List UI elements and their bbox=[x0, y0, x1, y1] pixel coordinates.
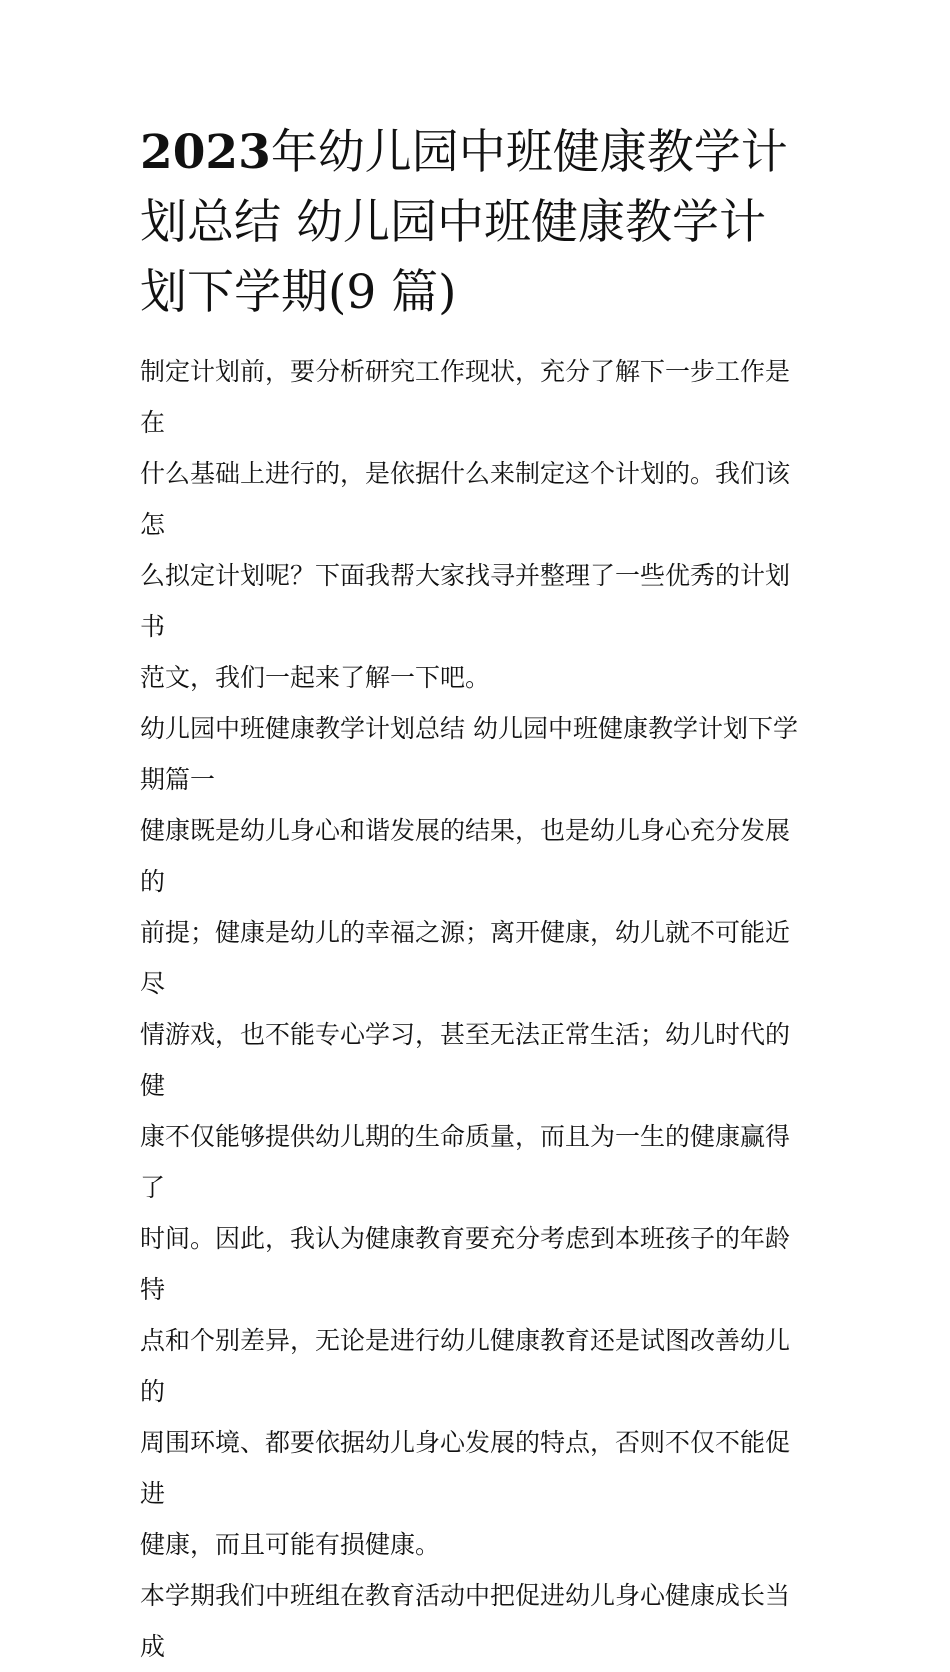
intro-line: 么拟定计划呢？下面我帮大家找寻并整理了一些优秀的计划书 bbox=[140, 561, 791, 641]
paragraph-line: 周围环境、都要依据幼儿身心发展的特点，否则不仅不能促进 bbox=[140, 1428, 791, 1508]
paragraph-line: 时间。因此，我认为健康教育要充分考虑到本班孩子的年龄特 bbox=[140, 1224, 791, 1304]
intro-line: 什么基础上进行的，是依据什么来制定这个计划的。我们该怎 bbox=[140, 459, 791, 539]
title-year: 2023 bbox=[140, 125, 271, 180]
section-heading-line: 期篇一 bbox=[140, 765, 216, 794]
title-line-2: 划总结 幼儿园中班健康教学计 bbox=[140, 195, 766, 250]
document-page bbox=[140, 118, 812, 1672]
paragraph-line: 健康既是幼儿身心和谐发展的结果，也是幼儿身心充分发展的 bbox=[140, 816, 791, 896]
title-line-1-text: 年幼儿园中班健康教学计 bbox=[270, 125, 788, 180]
document-title bbox=[140, 118, 812, 328]
intro-line: 制定计划前，要分析研究工作现状，充分了解下一步工作是在 bbox=[140, 357, 791, 437]
intro-line: 范文，我们一起来了解一下吧。 bbox=[140, 663, 491, 692]
title-line-1 bbox=[140, 118, 812, 188]
paragraph-line: 点和个别差异，无论是进行幼儿健康教育还是试图改善幼儿的 bbox=[140, 1326, 791, 1406]
section-heading-line: 幼儿园中班健康教学计划总结 幼儿园中班健康教学计划下学 bbox=[140, 714, 798, 743]
paragraph-line: 康不仅能够提供幼儿期的生命质量，而且为一生的健康赢得了 bbox=[140, 1122, 791, 1202]
paragraph-2 bbox=[140, 1570, 812, 1672]
paragraph-line: 情游戏，也不能专心学习，甚至无法正常生活；幼儿时代的健 bbox=[140, 1020, 791, 1100]
intro-paragraph bbox=[140, 346, 812, 703]
paragraph-line: 前提；健康是幼儿的幸福之源；离开健康，幼儿就不可能近尽 bbox=[140, 918, 791, 998]
paragraph-1 bbox=[140, 805, 812, 1570]
section-heading bbox=[140, 703, 812, 805]
paragraph-line: 健康，而且可能有损健康。 bbox=[140, 1530, 441, 1559]
title-line-3: 划下学期(9 篇) bbox=[140, 265, 457, 320]
paragraph-line: 本学期我们中班组在教育活动中把促进幼儿身心健康成长当成 bbox=[140, 1581, 791, 1661]
